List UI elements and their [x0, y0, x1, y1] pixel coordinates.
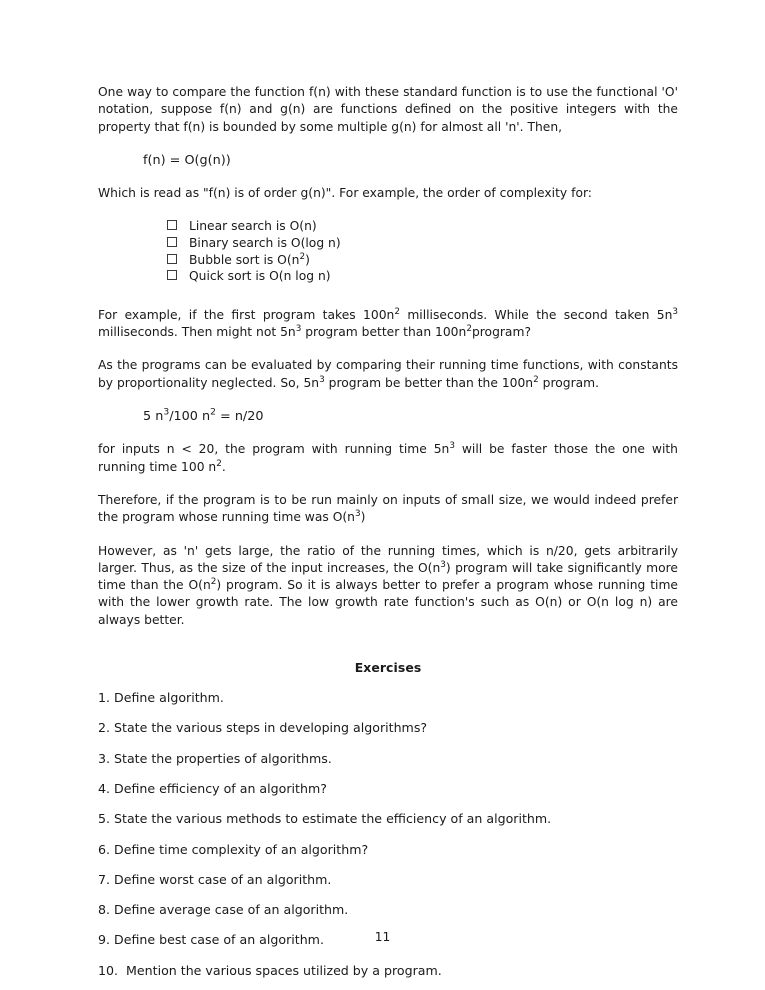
empty-square-bullet-icon [167, 237, 177, 247]
exercises-heading: Exercises [354, 660, 422, 676]
superscript: 2 [466, 324, 472, 335]
paragraph-example-milliseconds: For example, if the first program takes $100n^2$ milliseconds. While the second taken $5n^3$ milliseconds. Then might not $5n^3$ program better than $100n^2program$? [98, 306, 679, 340]
superscript: 3 [672, 306, 679, 317]
superscript: 3 [354, 509, 361, 520]
list-item: 9. Define best case of an algorithm. [98, 932, 324, 948]
list-item: 10. Mention the various spaces utilized by a program. [98, 962, 442, 978]
paragraph-however: However, as 'n' gets large, the ratio of the running times, which is n/20, gets arbitrarily larger. Thus, as the size of the input increases, the $O(n^3)$ program will take significantly more time than the $O(n^2)$ program. So it is always better to prefer a program whose running time with the lower growth rate. The low growth rate function's such as O(n) or O(n log n) are always better. [98, 543, 679, 627]
superscript: 3 [449, 441, 455, 452]
list-item: 6. Define time complexity of an algorithm? [98, 841, 369, 857]
empty-square-bullet-icon [167, 220, 177, 230]
complexity-bullet-list [98, 218, 678, 284]
list-item: 1. Define algorithm. [98, 690, 224, 706]
spacer [98, 341, 678, 357]
paragraph-evaluated: As the programs can be evaluated by comparing their running time functions, with constants by proportionality neglected. So, $5n^3$ program be better than the $100n^2$ program. [98, 358, 678, 390]
list-item: 3. State the properties of algorithms. [98, 750, 332, 766]
superscript: 2 [533, 374, 539, 385]
list-item: 8. Define average case of an algorithm. [98, 902, 349, 918]
superscript: 3 [163, 406, 170, 418]
list-item: 5. State the various methods to estimate the efficiency of an algorithm. [98, 811, 552, 827]
page-number: 11 [374, 930, 391, 944]
formula-ratio: 5 $n^3/100$ $n^2 = n/20$ [143, 406, 264, 425]
spacer [98, 425, 678, 441]
spacer [98, 285, 678, 307]
list-item: 4. Define efficiency of an algorithm? [98, 780, 327, 796]
list-item [167, 268, 678, 285]
superscript: 3 [295, 324, 302, 335]
list-item-label: Linear search is O(n) [189, 219, 317, 234]
superscript: 2 [210, 406, 216, 418]
spacer [98, 527, 678, 543]
paragraph-therefore: Therefore, if the program is to be run mainly on inputs of small size, we would indeed prefer the program whose running time was $O(n^3)$ [98, 492, 678, 525]
spacer [98, 392, 678, 408]
spacer [98, 169, 678, 185]
formula-big-o-definition: f(n) = O(g(n)) [143, 152, 231, 168]
page-content [98, 84, 678, 990]
list-item [167, 252, 678, 269]
list-item-label: Bubble sort is $O(n^2)$ [189, 251, 310, 267]
spacer [98, 136, 678, 152]
superscript: 2 [216, 458, 222, 469]
empty-square-bullet-icon [167, 270, 177, 280]
list-item-label: Quick sort is O(n log n) [189, 269, 331, 284]
list-item [167, 218, 678, 235]
list-item [167, 235, 678, 252]
superscript: 3 [319, 374, 325, 385]
paragraph-inputs: for inputs n < 20, the program with running time $5n^3$ will be faster those the one with running time 100 $n^2$. [98, 441, 678, 474]
spacer [98, 629, 678, 659]
superscript: 2 [394, 306, 400, 317]
list-item: 2. State the various steps in developing algorithms? [98, 720, 428, 736]
spacer [98, 202, 678, 218]
paragraph-intro: One way to compare the function f(n) with these standard function is to use the functional 'O' notation, suppose f(n) and g(n) are functions defined on the positive integers with the property that f(n) is bounded by some multiple g(n) for almost all 'n'. Then, [98, 85, 678, 134]
superscript: 2 [210, 577, 217, 588]
spacer [98, 476, 678, 492]
spacer [98, 676, 678, 689]
superscript: 2 [299, 251, 306, 262]
empty-square-bullet-icon [167, 254, 177, 264]
list-item: 7. Define worst case of an algorithm. [98, 871, 332, 887]
superscript: 3 [440, 559, 446, 570]
paragraph-read-as: Which is read as "f(n) is of order g(n)". For example, the order of complexity for: [98, 186, 592, 201]
list-item-label: Binary search is O(log n) [189, 236, 341, 251]
